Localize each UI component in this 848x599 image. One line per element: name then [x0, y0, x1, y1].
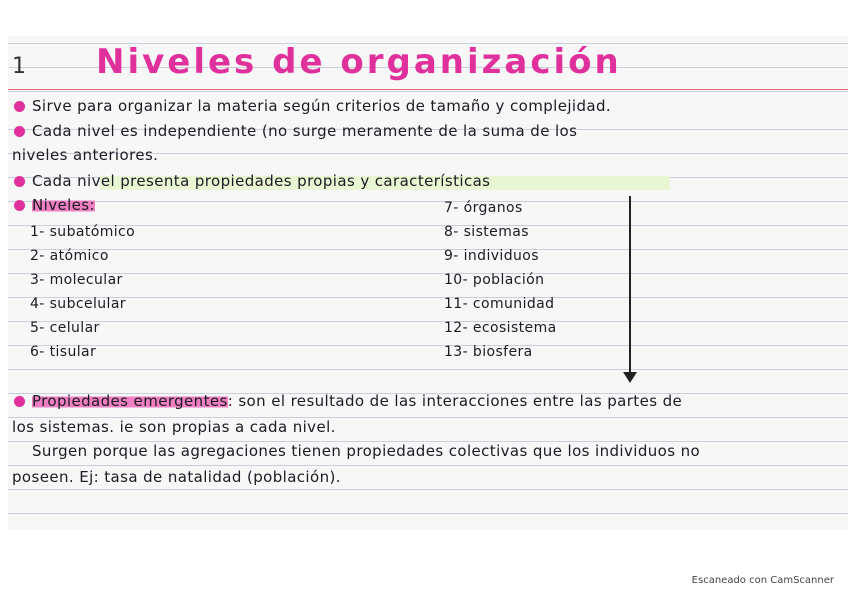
level-item: 13- biosfera — [444, 344, 533, 360]
level-item: 7- órganos — [444, 200, 523, 216]
level-item: 1- subatómico — [30, 224, 136, 240]
level-item: 9- individuos — [444, 248, 539, 264]
emergent-definition: : son el resultado de las interacciones entre las partes de — [227, 392, 683, 410]
emergent-line-2: los sistemas. ie son propias a cada nivel. — [12, 418, 336, 436]
bullet-dot-icon — [14, 176, 25, 187]
note-line-1: Sirve para organizar la materia según criterios de tamaño y complejidad. — [32, 97, 612, 115]
level-item: 11- comunidad — [444, 296, 555, 312]
arrow-line — [629, 196, 631, 374]
level-item: 12- ecosistema — [444, 320, 557, 336]
level-item: 5- celular — [30, 320, 100, 336]
note-line-4: Cada nivel presenta propiedades propias y características — [32, 172, 491, 190]
level-item: 3- molecular — [30, 272, 123, 288]
bullet-dot-icon — [14, 101, 25, 112]
bullet-dot-icon — [14, 200, 25, 211]
level-item: 4- subcelular — [30, 296, 126, 312]
emergent-line-4: poseen. Ej: tasa de natalidad (población). — [12, 468, 341, 486]
note-line-3: niveles anteriores. — [12, 146, 159, 164]
scanner-watermark: Escaneado con CamScanner — [691, 575, 834, 586]
level-item: 6- tisular — [30, 344, 97, 360]
emergent-line-3: Surgen porque las agregaciones tienen propiedades colectivas que los individuos no — [32, 442, 701, 460]
note-line-2: Cada nivel es independiente (no surge meramente de la suma de los — [32, 122, 578, 140]
emergent-term: Propiedades emergentes — [32, 392, 228, 410]
bullet-dot-icon — [14, 126, 25, 137]
level-item: 2- atómico — [30, 248, 109, 264]
levels-heading: Niveles: — [32, 196, 95, 214]
page-title: Niveles de organización — [96, 42, 622, 82]
arrow-down-icon — [623, 372, 637, 383]
bullet-dot-icon — [14, 396, 25, 407]
level-item: 8- sistemas — [444, 224, 529, 240]
margin-line — [8, 89, 848, 90]
page-number: 1 — [12, 54, 27, 79]
emergent-line-1 — [32, 392, 682, 410]
level-item: 10- población — [444, 272, 545, 288]
